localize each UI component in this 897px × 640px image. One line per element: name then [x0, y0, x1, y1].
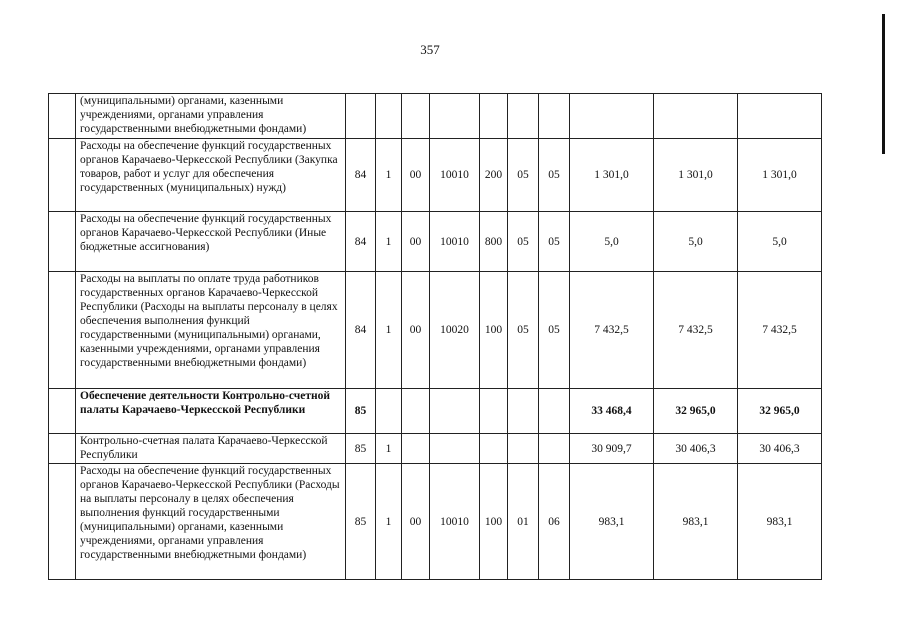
code-r1-cell: 1 [376, 434, 402, 464]
table-row [49, 139, 822, 212]
code-rz-cell [508, 94, 539, 139]
code-gr-cell [346, 94, 376, 139]
code-gr-cell: 84 [346, 212, 376, 272]
code-vr-cell [480, 94, 508, 139]
code-r2-cell: 00 [402, 272, 430, 389]
table-row [49, 464, 822, 580]
row-number-cell [49, 464, 76, 580]
code-r2-cell: 00 [402, 464, 430, 580]
code-r2-cell [402, 94, 430, 139]
code-vr-cell [480, 434, 508, 464]
value-year2-cell [654, 94, 738, 139]
value-year1-cell: 33 468,4 [570, 389, 654, 434]
code-pr-cell [539, 434, 570, 464]
value-year2-cell: 5,0 [654, 212, 738, 272]
table-row [49, 434, 822, 464]
table-row [49, 94, 822, 139]
value-year3-cell: 1 301,0 [738, 139, 822, 212]
code-rz-cell [508, 434, 539, 464]
code-gr-cell: 85 [346, 434, 376, 464]
row-number-cell [49, 434, 76, 464]
row-number-cell [49, 389, 76, 434]
code-r3-cell [430, 389, 480, 434]
description-cell: Обеспечение деятельности Контрольно-счетной палаты Карачаево-Черкесской Республики [76, 389, 346, 434]
code-vr-cell [480, 389, 508, 434]
code-rz-cell [508, 389, 539, 434]
code-rz-cell: 01 [508, 464, 539, 580]
value-year2-cell: 983,1 [654, 464, 738, 580]
description-cell: Расходы на обеспечение функций государственных органов Карачаево-Черкесской Республики (Закупка товаров, работ и услуг для обеспечения государственных (муниципальных) нужд) [76, 139, 346, 212]
code-gr-cell: 84 [346, 139, 376, 212]
code-r1-cell: 1 [376, 212, 402, 272]
page-number: 357 [420, 42, 440, 57]
code-r1-cell: 1 [376, 272, 402, 389]
code-vr-cell: 100 [480, 464, 508, 580]
value-year1-cell: 5,0 [570, 212, 654, 272]
code-pr-cell: 06 [539, 464, 570, 580]
row-number-cell [49, 139, 76, 212]
code-r2-cell [402, 434, 430, 464]
row-number-cell [49, 272, 76, 389]
code-r3-cell: 10010 [430, 212, 480, 272]
code-r3-cell: 10010 [430, 464, 480, 580]
description-cell: (муниципальными) органами, казенными учреждениями, органами управления государственными внебюджетными фондами) [76, 94, 346, 139]
value-year3-cell: 30 406,3 [738, 434, 822, 464]
code-vr-cell: 100 [480, 272, 508, 389]
code-rz-cell: 05 [508, 212, 539, 272]
code-vr-cell: 800 [480, 212, 508, 272]
code-rz-cell: 05 [508, 272, 539, 389]
row-number-cell [49, 94, 76, 139]
code-gr-cell: 84 [346, 272, 376, 389]
value-year3-cell: 7 432,5 [738, 272, 822, 389]
code-pr-cell: 05 [539, 212, 570, 272]
code-pr-cell [539, 389, 570, 434]
value-year1-cell: 7 432,5 [570, 272, 654, 389]
budget-table [48, 93, 822, 580]
value-year1-cell: 30 909,7 [570, 434, 654, 464]
table-row [49, 272, 822, 389]
value-year3-cell: 5,0 [738, 212, 822, 272]
code-gr-cell: 85 [346, 389, 376, 434]
code-r2-cell [402, 389, 430, 434]
code-r3-cell: 10020 [430, 272, 480, 389]
code-r1-cell: 1 [376, 464, 402, 580]
code-gr-cell: 85 [346, 464, 376, 580]
description-cell: Расходы на обеспечение функций государственных органов Карачаево-Черкесской Республики (Иные бюджетные ассигнования) [76, 212, 346, 272]
value-year3-cell [738, 94, 822, 139]
description-cell: Расходы на обеспечение функций государственных органов Карачаево-Черкесской Республики (Расходы на выплаты персоналу в целях обеспечения выполнения функций государственными (муниципальными) органами, казенными учреждениями, органами управления государственными внебюджетными фондами) [76, 464, 346, 580]
code-r1-cell: 1 [376, 139, 402, 212]
description-cell: Расходы на выплаты по оплате труда работников государственных органов Карачаево-Черкесской Республики (Расходы на выплаты персоналу в целях обеспечения выполнения функций государственными (муниципальными) органами, казенными учреждениями, органами управления государственными внебюджетными фондами) [76, 272, 346, 389]
code-r1-cell [376, 389, 402, 434]
value-year2-cell: 1 301,0 [654, 139, 738, 212]
code-r3-cell [430, 434, 480, 464]
code-pr-cell [539, 94, 570, 139]
table-row [49, 212, 822, 272]
code-pr-cell: 05 [539, 139, 570, 212]
code-r2-cell: 00 [402, 139, 430, 212]
value-year1-cell: 983,1 [570, 464, 654, 580]
value-year2-cell: 32 965,0 [654, 389, 738, 434]
code-r3-cell: 10010 [430, 139, 480, 212]
value-year1-cell: 1 301,0 [570, 139, 654, 212]
code-pr-cell: 05 [539, 272, 570, 389]
value-year2-cell: 7 432,5 [654, 272, 738, 389]
code-rz-cell: 05 [508, 139, 539, 212]
description-cell: Контрольно-счетная палата Карачаево-Черкесской Республики [76, 434, 346, 464]
code-r2-cell: 00 [402, 212, 430, 272]
table-row [49, 389, 822, 434]
value-year2-cell: 30 406,3 [654, 434, 738, 464]
row-number-cell [49, 212, 76, 272]
scan-edge-mark [882, 14, 885, 154]
code-r1-cell [376, 94, 402, 139]
value-year3-cell: 32 965,0 [738, 389, 822, 434]
value-year3-cell: 983,1 [738, 464, 822, 580]
code-vr-cell: 200 [480, 139, 508, 212]
code-r3-cell [430, 94, 480, 139]
value-year1-cell [570, 94, 654, 139]
